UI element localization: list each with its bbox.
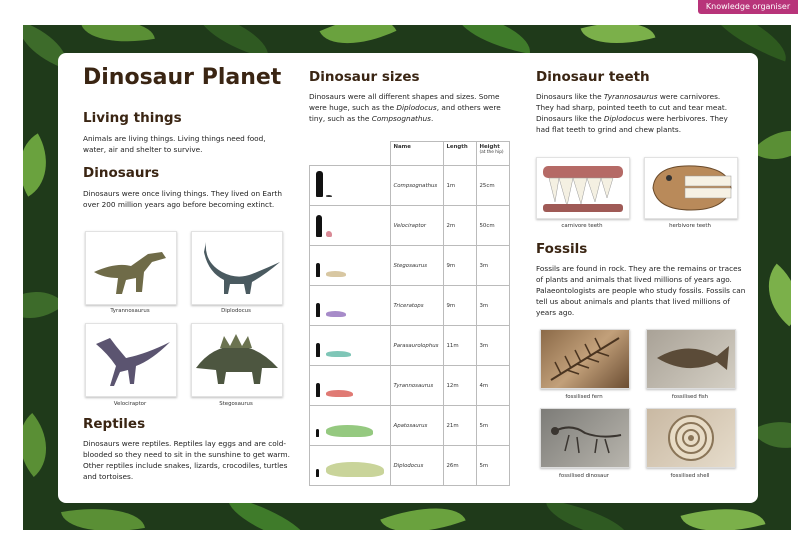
human-silhouette-icon <box>316 263 320 277</box>
dinosaur-height-cell: 50cm <box>476 206 509 246</box>
dinosaur-name-cell: Parasaurolophus <box>390 326 443 366</box>
dinosaur-name-cell: Triceratops <box>390 286 443 326</box>
knowledge-organiser-tag: Knowledge organiser <box>698 0 798 14</box>
dinosaur-silhouette-icon <box>326 311 346 317</box>
tyrannosaurus-caption: Tyrannosaurus <box>110 308 150 314</box>
human-silhouette-icon <box>316 429 319 437</box>
fossilised-fern-image <box>540 329 630 389</box>
human-silhouette-icon <box>316 215 322 237</box>
diplodocus-image <box>191 231 283 305</box>
table-blank-header <box>310 142 391 166</box>
dinosaur-silhouette-icon <box>326 271 346 277</box>
dinosaur-silhouette-icon <box>326 231 332 237</box>
dinosaur-name-cell: Velociraptor <box>390 206 443 246</box>
page-title: Dinosaur Planet <box>83 65 282 90</box>
dinosaur-silhouette-icon <box>326 390 353 397</box>
dinosaur-length-cell: 12m <box>443 366 476 406</box>
fossilised-dinosaur-image <box>540 408 630 468</box>
size-silhouette-cell <box>310 166 391 206</box>
dinosaur-height-cell: 5m <box>476 406 509 446</box>
carnivore-teeth-image <box>536 157 630 219</box>
size-silhouette-cell <box>310 326 391 366</box>
living-things-text: Animals are living things. Living things need food, water, air and shelter to survive. <box>83 134 266 154</box>
dinosaur-name-cell: Compsognathus <box>390 166 443 206</box>
height-column-header: Height (at the hip) <box>476 142 509 166</box>
dinosaur-height-cell: 4m <box>476 366 509 406</box>
table-row <box>310 446 510 486</box>
dinosaur-teeth-heading: Dinosaur teeth <box>536 69 650 85</box>
dinosaur-name-cell: Diplodocus <box>390 446 443 486</box>
velociraptor-image <box>85 323 177 397</box>
size-silhouette-cell <box>310 246 391 286</box>
dinosaur-name-cell: Apatosaurus <box>390 406 443 446</box>
table-row <box>310 166 510 206</box>
human-silhouette-icon <box>316 171 323 197</box>
table-row <box>310 406 510 446</box>
size-silhouette-cell <box>310 366 391 406</box>
dinosaur-name-cell: Tyrannosaurus <box>390 366 443 406</box>
fossilised-shell-image <box>646 408 736 468</box>
size-silhouette-cell <box>310 286 391 326</box>
fossilised-dinosaur-caption: fossilised dinosaur <box>559 473 609 479</box>
table-row <box>310 206 510 246</box>
human-silhouette-icon <box>316 383 320 397</box>
dinosaur-sizes-heading: Dinosaur sizes <box>309 69 420 85</box>
human-silhouette-icon <box>316 303 320 317</box>
dinosaurs-heading: Dinosaurs <box>83 165 160 181</box>
dinosaur-length-cell: 26m <box>443 446 476 486</box>
dinosaur-length-cell: 1m <box>443 166 476 206</box>
fossils-text: Fossils are found in rock. They are the remains or traces of plants and animals that lived millions of years ago. Palaeontologists are people who study fossils. Fossils can tell us about animals and plants that lived millions of years ago. <box>536 264 746 317</box>
table-row <box>310 246 510 286</box>
tyrannosaurus-image <box>85 231 177 305</box>
table-row <box>310 286 510 326</box>
table-row <box>310 366 510 406</box>
herbivore-teeth-caption: herbivore teeth <box>669 223 711 229</box>
dinosaur-length-cell: 9m <box>443 246 476 286</box>
fossils-heading: Fossils <box>536 241 588 257</box>
dinosaur-height-cell: 3m <box>476 286 509 326</box>
dinosaur-height-cell: 5m <box>476 446 509 486</box>
dinosaurs-text: Dinosaurs were once living things. They lived on Earth over 200 million years ago before becoming extinct. <box>83 189 282 209</box>
diplodocus-caption: Diplodocus <box>221 308 251 314</box>
dinosaur-teeth-text: Dinosaurs like the Tyrannosaurus were carnivores. They had sharp, pointed teeth to cut and tear meat. Dinosaurs like the Diplodocus were herbivores. They had flat teeth to grind and chew plants. <box>536 92 728 134</box>
dinosaur-sizes-text: Dinosaurs were all different shapes and sizes. Some were huge, such as the Diplodocus, and others were tiny, such as the Compsognathus. <box>309 92 501 123</box>
size-silhouette-cell <box>310 206 391 246</box>
herbivore-teeth-image <box>644 157 738 219</box>
dinosaur-sizes-table <box>309 141 510 486</box>
fossilised-shell-caption: fossilised shell <box>670 473 710 479</box>
dinosaur-height-cell: 3m <box>476 326 509 366</box>
dinosaur-name-cell: Stegosaurus <box>390 246 443 286</box>
reptiles-text: Dinosaurs were reptiles. Reptiles lay eggs and are cold-blooded so they need to sit in the sunshine to get warm. Other reptiles include snakes, lizards, crocodiles, turtles and tortoises. <box>83 439 290 481</box>
table-row <box>310 326 510 366</box>
reptiles-heading: Reptiles <box>83 416 146 432</box>
size-silhouette-cell <box>310 446 391 486</box>
dinosaur-length-cell: 2m <box>443 206 476 246</box>
human-silhouette-icon <box>316 469 319 477</box>
fossilised-fish-caption: fossilised fish <box>671 394 709 400</box>
stegosaurus-caption: Stegosaurus <box>219 401 253 407</box>
dinosaur-silhouette-icon <box>326 425 373 437</box>
dinosaur-height-cell: 25cm <box>476 166 509 206</box>
dinosaur-silhouette-icon <box>326 195 332 197</box>
human-silhouette-icon <box>316 343 320 357</box>
living-things-heading: Living things <box>83 110 182 126</box>
name-column-header: Name <box>390 142 443 166</box>
dinosaur-length-cell: 9m <box>443 286 476 326</box>
fossilised-fern-caption: fossilised fern <box>565 394 603 400</box>
dinosaur-silhouette-icon <box>326 351 351 357</box>
size-silhouette-cell <box>310 406 391 446</box>
velociraptor-caption: Velociraptor <box>113 401 147 407</box>
dinosaur-silhouette-icon <box>326 462 384 477</box>
length-column-header: Length <box>443 142 476 166</box>
dinosaur-length-cell: 11m <box>443 326 476 366</box>
dinosaur-height-cell: 3m <box>476 246 509 286</box>
dinosaur-length-cell: 21m <box>443 406 476 446</box>
fossilised-fish-image <box>646 329 736 389</box>
carnivore-teeth-caption: carnivore teeth <box>561 223 603 229</box>
stegosaurus-image <box>191 323 283 397</box>
